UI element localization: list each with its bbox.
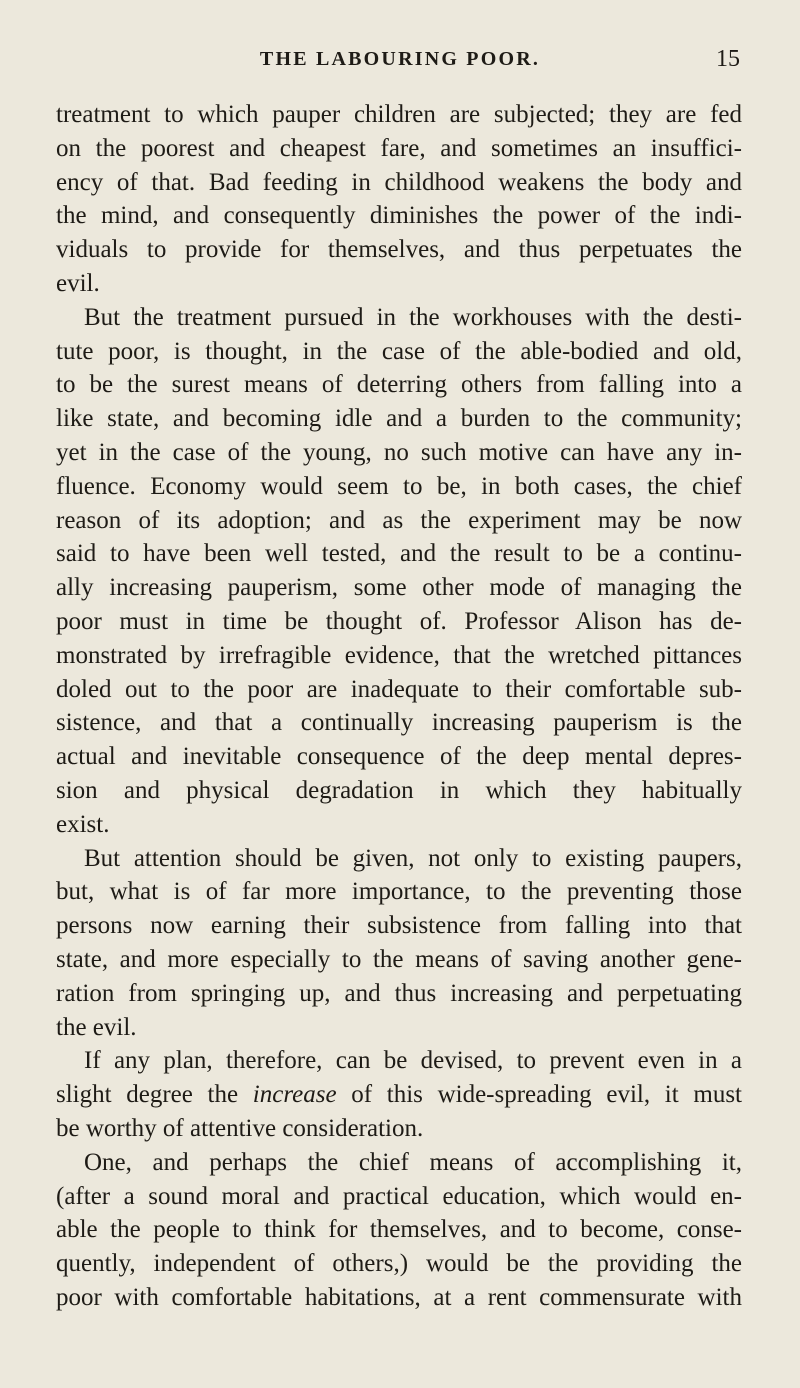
- text-line: actual and inevitable consequence of the deep mental depres-: [56, 743, 742, 771]
- running-head: THE LABOURING POOR.: [259, 48, 541, 70]
- text-line: One, and perhaps the chief means of accomplishing it,: [84, 1148, 742, 1176]
- text-line: viduals to provide for themselves, and thus perpetuates the: [56, 236, 742, 264]
- text-line: If any plan, therefore, can be devised, to prevent even in a: [84, 1047, 742, 1075]
- text-line: doled out to the poor are inadequate to their comfortable sub-: [56, 675, 742, 703]
- text-line: ency of that. Bad feeding in childhood weakens the body and: [56, 168, 742, 196]
- text-line: treatment to which pauper children are subjected; they are fed: [56, 101, 742, 128]
- text-line: tute poor, is thought, in the case of the able-bodied and old,: [56, 337, 742, 365]
- text-line: the mind, and consequently diminishes the power of the indi-: [56, 202, 742, 230]
- text-line: sion and physical degradation in which they habitually: [56, 776, 742, 804]
- text-line: yet in the case of the young, no such motive can have any in-: [56, 438, 742, 466]
- page-header: [60, 48, 740, 78]
- text-line: (after a sound moral and practical education, which would en-: [56, 1182, 742, 1210]
- text-line: able the people to think for themselves, and to become, conse-: [56, 1216, 742, 1244]
- text-line: on the poorest and cheapest fare, and sometimes an insuffici-: [56, 134, 742, 162]
- text-line: evil.: [56, 269, 100, 297]
- text-line: monstrated by irrefragible evidence, that the wretched pittances: [56, 641, 742, 669]
- text-line: But attention should be given, not only to existing paupers,: [84, 844, 742, 872]
- text-line: ration from springing up, and thus increasing and perpetuating: [56, 979, 742, 1007]
- text-line: [56, 1078, 742, 1112]
- text-line: persons now earning their subsistence from falling into that: [56, 912, 742, 940]
- text-line: the evil.: [56, 1013, 137, 1041]
- text-line: like state, and becoming idle and a burden to the community;: [56, 405, 742, 433]
- text-line: said to have been well tested, and the result to be a continu-: [56, 540, 742, 568]
- text-segment: slight degree the: [56, 1081, 239, 1109]
- text-line: But the treatment pursued in the workhouses with the desti-: [84, 303, 742, 331]
- text-line: exist.: [56, 810, 110, 838]
- text-line: ally increasing pauperism, some other mode of managing the: [56, 574, 742, 602]
- text-line: reason of its adoption; and as the experiment may be now: [56, 506, 742, 534]
- text-line: to be the surest means of deterring others from falling into a: [56, 371, 742, 399]
- emphasized-word: increase: [252, 1081, 337, 1109]
- text-line: poor with comfortable habitations, at a rent commensurate with: [56, 1283, 742, 1311]
- page-number: 15: [716, 46, 740, 72]
- text-line: poor must in time be thought of. Professor Alison has de-: [56, 607, 742, 635]
- text-line: but, what is of far more importance, to the preventing those: [56, 878, 742, 906]
- text-line: state, and more especially to the means of saving another gene-: [56, 945, 742, 973]
- text-segment: of this wide-spreading evil, it must: [351, 1081, 742, 1109]
- text-line: be worthy of attentive consideration.: [56, 1114, 424, 1142]
- text-line: quently, independent of others,) would be the providing the: [56, 1250, 742, 1278]
- body-text: [56, 98, 742, 1315]
- text-line: fluence. Economy would seem to be, in both cases, the chief: [56, 472, 742, 500]
- text-line: sistence, and that a continually increasing pauperism is the: [56, 709, 742, 737]
